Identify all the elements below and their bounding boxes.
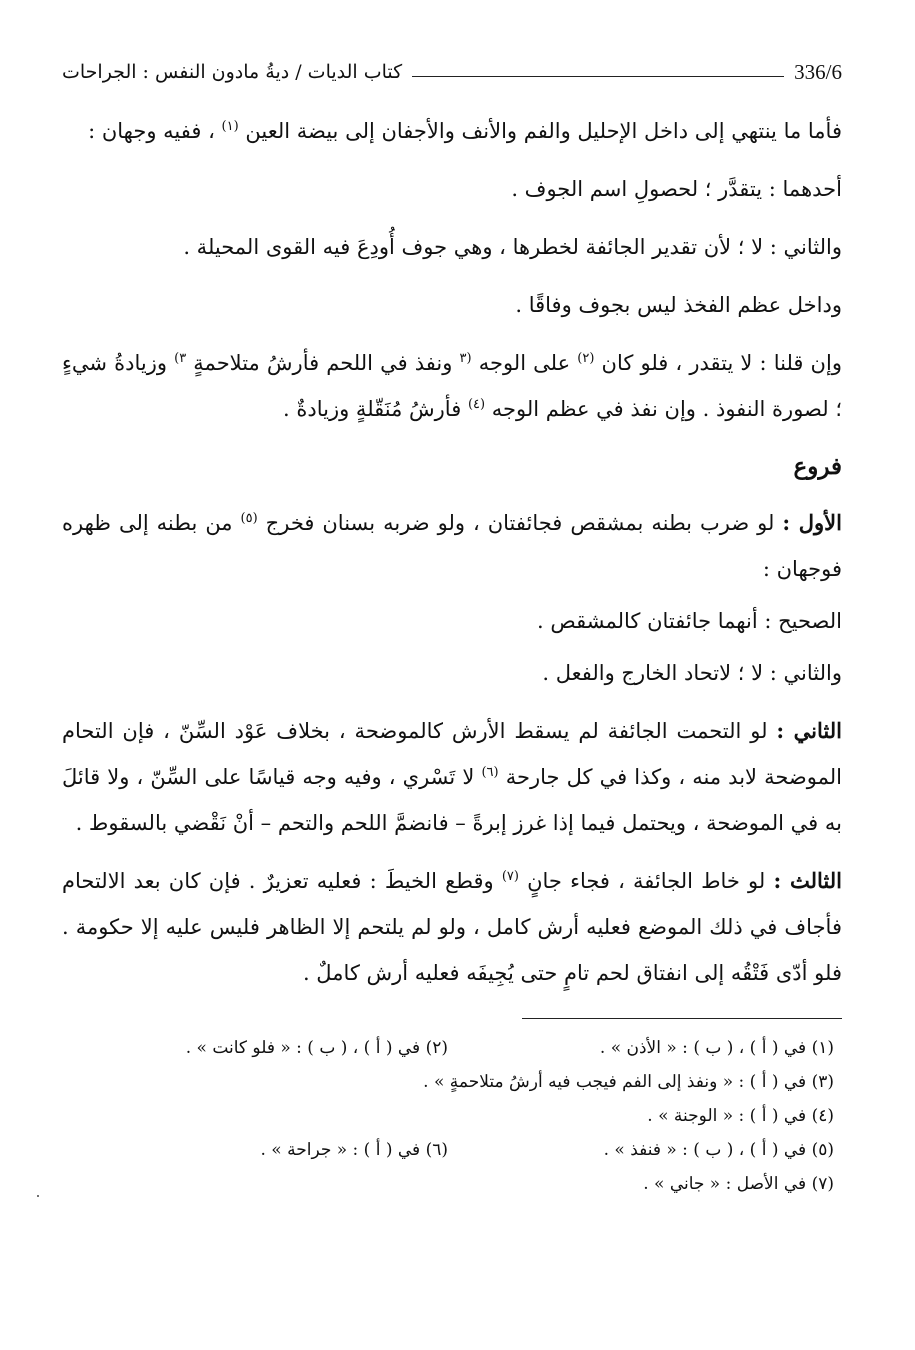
footnote-row	[62, 1065, 834, 1099]
footnote-ref-3-open: (٣	[459, 351, 472, 366]
footnote-row	[62, 1167, 834, 1201]
footnote-ref-4: (٤)	[467, 397, 486, 412]
book-page	[62, 52, 842, 1201]
footnote-7: (٧) في الأصل : « جاني » .	[643, 1174, 834, 1194]
paragraph-4: وداخل عظم الفخذ ليس بجوف وفاقًا .	[515, 293, 842, 317]
branch-first-second-view: والثاني : لا ؛ لاتحاد الخارج والفعل .	[542, 661, 842, 685]
footnote-ref-6: (٦)	[481, 765, 499, 780]
footnote-ref-3-close: ٣)	[174, 351, 187, 366]
paragraph-2: أحدهما : يتقدَّر ؛ لحصولِ اسم الجوف .	[511, 177, 842, 201]
main-text	[62, 108, 842, 996]
branch-second: الثاني : لو التحمت الجائفة لم يسقط الأرش كالموضحة ، بخلاف عَوْد السِّنّ ، فإن التحام الموضحة لابد منه ، وكذا في كل جارحة $^{(٦)}$ لا تَسْري ، وفيه وجه قياسًا على السِّنّ ، ولا قائلَ به في الموضحة ، ويحتمل فيما إذا غرز إبرةً – فانضمَّ اللحم والتحم – أنْ نَقْضي بالسقوط .	[62, 718, 842, 835]
branch-third-lead: الثالث :	[773, 868, 842, 893]
footnote-row	[62, 1099, 834, 1133]
footnote-ref-1: (١)	[221, 119, 239, 134]
footnote-ref-7: (٧)	[501, 869, 519, 884]
paragraph-5: وإن قلنا : لا يتقدر ، فلو كان $^{(٢)}$ على الوجه $^{(٣}$ ونفذ في اللحم فأرشُ متلاحمةٍ $^{٣)}$ وزيادةُ شيءٍ ؛ لصورة النفوذ . وإن نفذ في عظم الوجه $^{(٤)}$ فأرشُ مُنَقّلةٍ وزيادةٌ .	[62, 351, 842, 421]
footnote-ref-2: (٢)	[577, 351, 595, 366]
footnote-3: (٣) في ( أ ) : « ونفذ إلى الفم فيجب فيه أرشُ متلاحمةٍ » .	[423, 1072, 834, 1092]
footnote-6: (٦) في ( أ ) : « جراحة » .	[260, 1140, 448, 1160]
branch-first: الأول : لو ضرب بطنه بمشقص فجائفتان ، ولو ضربه بسنان فخرج $^{(٥)}$ من بطنه إلى ظهره فوجهان :	[62, 510, 842, 581]
branch-first-correct: الصحيح : أنهما جائفتان كالمشقص .	[537, 609, 842, 633]
paragraph-1: فأما ما ينتهي إلى داخل الإحليل والفم والأنف والأجفان إلى بيضة العين $^{(١)}$ ، ففيه وجهان :	[88, 119, 842, 143]
branch-first-lead: الأول :	[782, 510, 842, 535]
scan-speck	[37, 1195, 39, 1197]
footnotes	[62, 1031, 842, 1201]
footnote-1: (١) في ( أ ) ، ( ب ) : « الأذن » .	[599, 1038, 834, 1058]
branch-third: الثالث : لو خاط الجائفة ، فجاء جانٍ $^{(٧)}$ وقطع الخيطَ : فعليه تعزيرٌ . فإن كان بعد الالتحام فأجاف في ذلك الموضع فعليه أرش كامل ، ولو لم يلتحم إلا الظاهر فليس عليه إلا حكومة . فلو أدّى فَتْقُه إلى انفتاق لحم تامٍ حتى يُجِيفَه فعليه أرش كاملٌ .	[62, 868, 842, 985]
paragraph-3: والثاني : لا ؛ لأن تقدير الجائفة لخطرها ، وهي جوف أُودِعَ فيه القوى المحيلة .	[183, 235, 842, 259]
footnote-5: (٥) في ( أ ) ، ( ب ) : « فنفذ » .	[603, 1140, 834, 1160]
footnote-2: (٢) في ( أ ) ، ( ب ) : « فلو كانت » .	[185, 1038, 448, 1058]
section-heading: فروع	[793, 453, 842, 480]
footnote-ref-5: (٥)	[240, 511, 258, 526]
running-title: كتاب الديات / ديةُ مادون النفس : الجراحات	[62, 61, 403, 83]
footnote-separator	[522, 1018, 842, 1019]
header-rule	[412, 76, 784, 77]
page-number: 336/6	[794, 59, 842, 84]
footnote-row	[62, 1133, 834, 1167]
branch-second-lead: الثاني :	[776, 718, 842, 743]
footnote-row	[62, 1031, 834, 1065]
footnote-4: (٤) في ( أ ) : « الوجنة » .	[647, 1106, 834, 1126]
running-header	[62, 52, 842, 92]
